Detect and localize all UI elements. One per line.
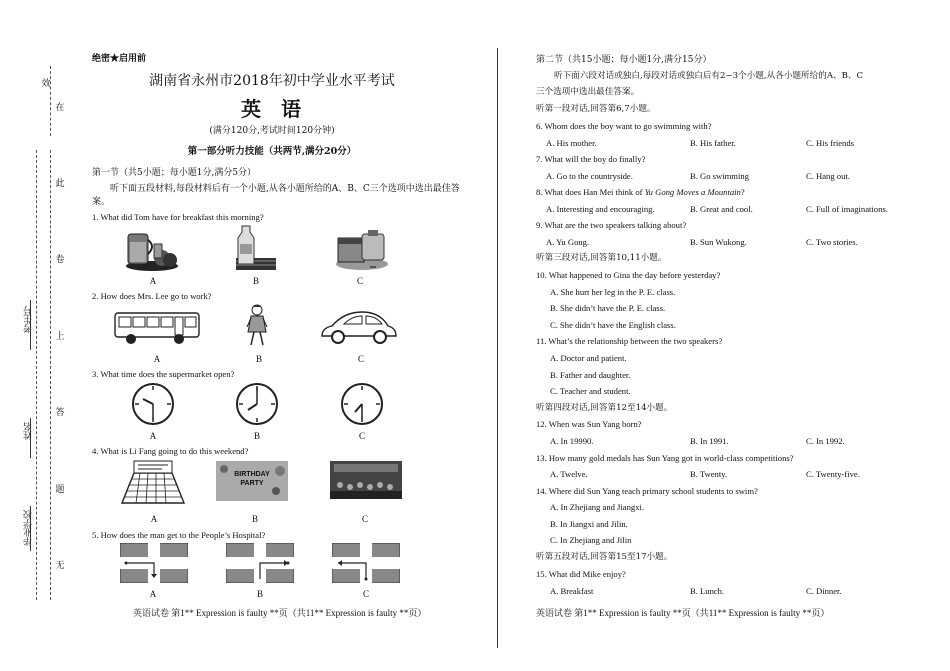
route-map-icon[interactable]	[226, 543, 294, 587]
option-c[interactable]: C. She didn’t have the English class.	[550, 320, 676, 330]
student-id-label: 考生号	[24, 306, 34, 333]
option-c[interactable]: C. Dinner.	[806, 586, 842, 596]
route-map-icon[interactable]	[332, 543, 400, 587]
question-13: 13. How many gold medals has Sun Yang got in world-class competitions?	[536, 453, 794, 463]
option-a[interactable]: A. In 19990.	[550, 436, 594, 446]
option-a[interactable]: A. Doctor and patient.	[550, 353, 627, 363]
option-c[interactable]: C. Two stories.	[806, 237, 858, 247]
option-a[interactable]: A. Yu Gong.	[546, 237, 590, 247]
section2-instructions-cont: 三个选项中选出最佳答案。	[536, 87, 640, 97]
car-icon[interactable]	[318, 310, 400, 350]
option-label: C	[356, 276, 363, 286]
milk-and-bread-icon[interactable]	[228, 224, 278, 276]
option-b[interactable]: B. Father and daughter.	[550, 370, 631, 380]
keyboard-icon[interactable]	[118, 459, 188, 511]
section1-instructions: 听下面五段材料,每段材料后有一个小题,从各小题所给的A、B、C三个选项中选出最佳答案。	[92, 184, 460, 207]
clock-icon[interactable]	[235, 382, 279, 430]
question-4: 4. What is Li Fang going to do this weekend?	[92, 446, 249, 456]
clock-icon[interactable]	[340, 382, 384, 430]
question-14: 14. Where did Sun Yang teach primary school students to swim?	[536, 486, 758, 496]
question-6: 6. Whom does the boy want to go swimming with?	[536, 121, 712, 131]
birthday-text: BIRTHDAY PARTY	[234, 471, 270, 487]
field-line	[30, 506, 31, 551]
margin-char: 题	[55, 485, 65, 495]
option-label: A	[149, 589, 157, 599]
question-3: 3. What time does the supermarket open?	[92, 369, 235, 379]
option-b[interactable]: B. His father.	[690, 138, 736, 148]
option-label: B	[256, 589, 263, 599]
footer-left: 英语试卷 第1** Expression is faulty **页（共11** Expression is faulty **页）	[133, 608, 427, 618]
option-a[interactable]: A. Twelve.	[550, 469, 588, 479]
option-label: B	[252, 276, 259, 286]
group-label: 听第三段对话,回答第10,11小题。	[536, 253, 667, 263]
dashed-line	[50, 150, 51, 600]
question-10: 10. What happened to Gina the day before yesterday?	[536, 270, 721, 280]
question-8	[536, 187, 745, 197]
question-7: 7. What will the boy do finally?	[536, 154, 646, 164]
score-time: (满分120分,考试时间120分钟)	[209, 126, 335, 136]
option-c[interactable]: C. Full of imaginations.	[806, 204, 888, 214]
walking-girl-icon[interactable]	[245, 303, 269, 353]
group-label: 听第四段对话,回答第12至14小题。	[536, 403, 673, 413]
option-b[interactable]: B. In 1991.	[690, 436, 729, 446]
option-label: A	[150, 514, 158, 524]
group-label: 听第一段对话,回答第6,7小题。	[536, 104, 656, 114]
option-b[interactable]: B. Lunch.	[690, 586, 725, 596]
juice-and-cake-icon[interactable]	[118, 226, 180, 276]
exam-title: 湖南省永州市2018年初中学业水平考试	[149, 73, 395, 89]
option-label: A	[149, 431, 157, 441]
option-b[interactable]: B. Great and cool.	[690, 204, 753, 214]
option-b[interactable]: B. She didn’t have the P. E. class.	[550, 303, 666, 313]
option-label: C	[357, 354, 364, 364]
question-9: 9. What are the two speakers talking about?	[536, 220, 687, 230]
section2-title: 第二节（共15小题；每小题1分,满分15分）	[536, 55, 712, 65]
option-label: A	[149, 276, 157, 286]
option-c[interactable]: C. Hang out.	[806, 171, 850, 181]
question-5: 5. How does the man get to the People’s Hospital?	[92, 530, 266, 540]
margin-char: 此	[55, 179, 65, 189]
option-c[interactable]: C. Teacher and student.	[550, 386, 631, 396]
question-8-text: 8. What does Han Mei think of	[536, 187, 645, 197]
option-c[interactable]: C. In Zhejiang and Jilin	[550, 535, 632, 545]
question-15: 15. What did Mike enjoy?	[536, 569, 626, 579]
page-divider	[497, 48, 498, 648]
option-a[interactable]: A. In Zhejiang and Jiangxi.	[550, 502, 645, 512]
class-photo-icon[interactable]	[330, 461, 402, 503]
option-b[interactable]: B. Go swimming	[690, 171, 749, 181]
question-8-end: ?	[740, 187, 745, 197]
option-label: C	[362, 589, 369, 599]
part1-title: 第一部分听力技能（共两节,满分20分）	[187, 146, 357, 157]
option-label: B	[251, 514, 258, 524]
subject-title: 英 语	[241, 97, 303, 121]
margin-char: 效	[41, 79, 51, 89]
option-label: C	[358, 431, 365, 441]
margin-char: 在	[55, 103, 65, 113]
question-1: 1. What did Tom have for breakfast this morning?	[92, 212, 264, 222]
option-label: A	[153, 354, 161, 364]
clock-icon[interactable]	[131, 382, 175, 430]
question-12: 12. When was Sun Yang born?	[536, 419, 642, 429]
option-a[interactable]: A. Go to the countryside.	[546, 171, 633, 181]
option-label: C	[361, 514, 368, 524]
margin-char: 无	[55, 561, 65, 571]
dashed-line	[36, 150, 37, 600]
field-line	[30, 300, 31, 350]
question-2: 2. How does Mrs. Lee go to work?	[92, 291, 212, 301]
option-b[interactable]: B. In Jiangxi and Jilin.	[550, 519, 628, 529]
option-c[interactable]: C. His friends	[806, 138, 854, 148]
field-line	[30, 418, 31, 458]
school-label: 毕业学校	[24, 510, 34, 546]
option-c[interactable]: C. Twenty-five.	[806, 469, 860, 479]
section2-instructions: 听下面六段对话或独白,每段对话或独白后有2~3个小题,从各小题所给的A、B、C	[554, 71, 864, 81]
name-label: 姓名	[24, 422, 34, 440]
margin-char: 卷	[55, 255, 65, 265]
canned-food-icon[interactable]	[332, 226, 394, 276]
margin-char: 上	[55, 332, 65, 342]
birthday-party-icon[interactable]	[216, 461, 288, 505]
option-a[interactable]: A. Breakfast	[550, 586, 594, 596]
bus-icon[interactable]	[113, 309, 201, 349]
question-11: 11. What’s the relationship between the two speakers?	[536, 336, 723, 346]
option-a[interactable]: A. Interesting and encouraging.	[546, 204, 655, 214]
option-label: B	[253, 431, 260, 441]
margin-char: 答	[55, 408, 65, 418]
option-a[interactable]: A. His mother.	[546, 138, 597, 148]
route-map-icon[interactable]	[120, 543, 188, 587]
section1-title: 第一节（共5小题；每小题1分,满分5分）	[92, 168, 257, 178]
option-c[interactable]: C. In 1992.	[806, 436, 845, 446]
secret-label: 绝密★启用前	[92, 54, 147, 64]
option-label: B	[255, 354, 262, 364]
option-b[interactable]: B. Sun Wukong.	[690, 237, 747, 247]
option-b[interactable]: B. Twenty.	[690, 469, 728, 479]
group-label: 听第五段对话,回答第15至17小题。	[536, 552, 673, 562]
question-8-title: Yu Gong Moves a Mountain	[644, 187, 741, 197]
footer-right: 英语试卷 第1** Expression is faulty **页（共11** Expression is faulty **页）	[536, 608, 830, 618]
option-a[interactable]: A. She hurt her leg in the P. E. class.	[550, 287, 676, 297]
